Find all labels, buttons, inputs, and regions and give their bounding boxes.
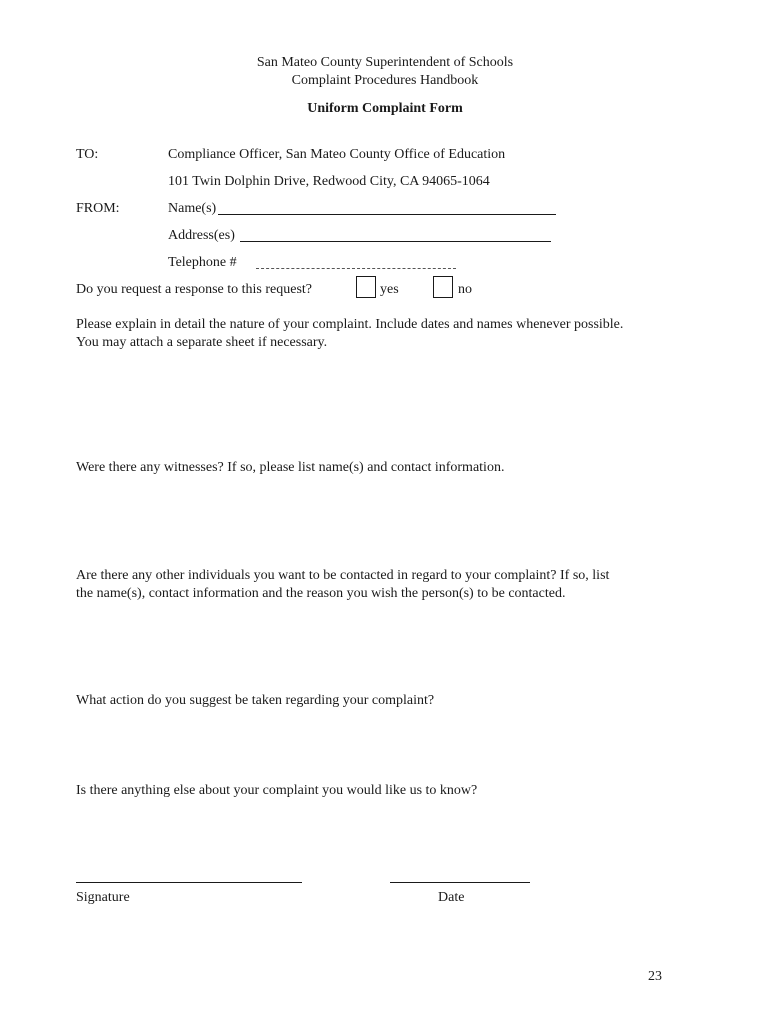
question-anything-else: Is there anything else about your complaint you would like us to know? <box>76 783 478 798</box>
name-field[interactable] <box>218 214 556 215</box>
yes-checkbox[interactable] <box>356 276 376 298</box>
to-address: 101 Twin Dolphin Drive, Redwood City, CA 94065-1064 <box>168 174 490 189</box>
signature-field[interactable] <box>76 882 302 883</box>
address-field-label: Address(es) <box>168 228 235 243</box>
to-recipient: Compliance Officer, San Mateo County Office of Education <box>168 147 506 162</box>
question-other-individuals-line1: Are there any other individuals you want to be contacted in regard to your complaint? If so, list <box>76 568 610 583</box>
from-label: FROM: <box>76 201 120 216</box>
no-checkbox[interactable] <box>433 276 453 298</box>
header-handbook-line: Complaint Procedures Handbook <box>291 73 479 88</box>
form-title: Uniform Complaint Form <box>307 101 463 116</box>
question-complaint-nature-line1: Please explain in detail the nature of your complaint. Include dates and names whenever possible. <box>76 317 624 332</box>
telephone-field[interactable] <box>256 268 456 269</box>
response-question: Do you request a response to this request? <box>76 282 312 297</box>
page-number: 23 <box>648 969 662 984</box>
address-field[interactable] <box>240 241 551 242</box>
date-label: Date <box>438 890 465 905</box>
yes-label: yes <box>380 282 399 297</box>
telephone-field-label: Telephone # <box>168 255 237 270</box>
no-label: no <box>458 282 472 297</box>
question-suggested-action: What action do you suggest be taken regarding your complaint? <box>76 693 435 708</box>
question-other-individuals-line2: the name(s), contact information and the reason you wish the person(s) to be contacted. <box>76 586 566 601</box>
header-org-line: San Mateo County Superintendent of Schools <box>256 55 514 70</box>
to-label: TO: <box>76 147 99 162</box>
date-field[interactable] <box>390 882 530 883</box>
name-field-label: Name(s) <box>168 201 217 216</box>
question-complaint-nature-line2: You may attach a separate sheet if necessary. <box>76 335 328 350</box>
question-witnesses: Were there any witnesses? If so, please list name(s) and contact information. <box>76 460 505 475</box>
signature-label: Signature <box>76 890 130 905</box>
